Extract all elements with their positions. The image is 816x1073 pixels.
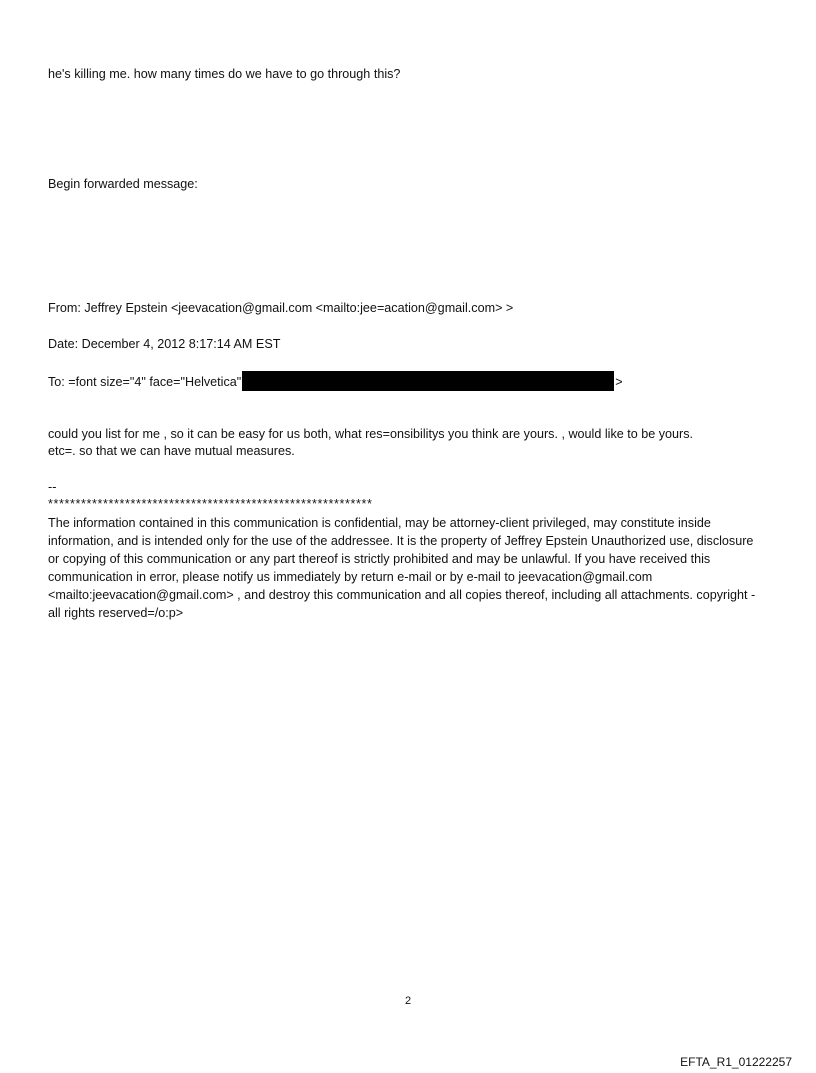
forward-label: Begin forwarded message: (48, 177, 198, 191)
page-number: 2 (404, 995, 412, 1007)
body-line-1: could you list for me , so it can be easy for us both, what res=onsibilitys you think are yours. , would like to be yours. (48, 427, 694, 441)
date-line: Date: December 4, 2012 8:17:14 AM EST (48, 337, 281, 351)
bates-number: EFTA_R1_01222257 (680, 1055, 792, 1069)
signature-stars: *********************************************************** (48, 497, 373, 511)
redaction-block (242, 371, 614, 391)
to-suffix: > (615, 375, 623, 389)
confidentiality-disclaimer: The information contained in this communication is confidential, may be attorney-client privileged, may constitute inside information, and is intended only for the use of the addressee. It is the property of Jeffrey Epstein Unauthorized use, disclosure or copying of this communication or any part thereof is strictly prohibited and may be unlawful. If you have received this communication in error, please notify us immediately by return e-mail or by e-mail to jeevacation@gmail.com <mailto:jeevacation@gmail.com> , and destroy this communication and all copies thereof, including all attachments. copyright -all rights reserved=/o:p> (48, 516, 756, 620)
to-prefix: To: =font size="4" face="Helvetica" (48, 375, 242, 389)
signature-dashes: -- (48, 480, 57, 494)
body-line-2: etc=. so that we can have mutual measures. (48, 444, 295, 458)
from-line: From: Jeffrey Epstein <jeevacation@gmail.com <mailto:jee=acation@gmail.com> > (48, 301, 514, 315)
to-line (48, 371, 623, 391)
reply-line: he's killing me. how many times do we have to go through this? (48, 67, 401, 81)
